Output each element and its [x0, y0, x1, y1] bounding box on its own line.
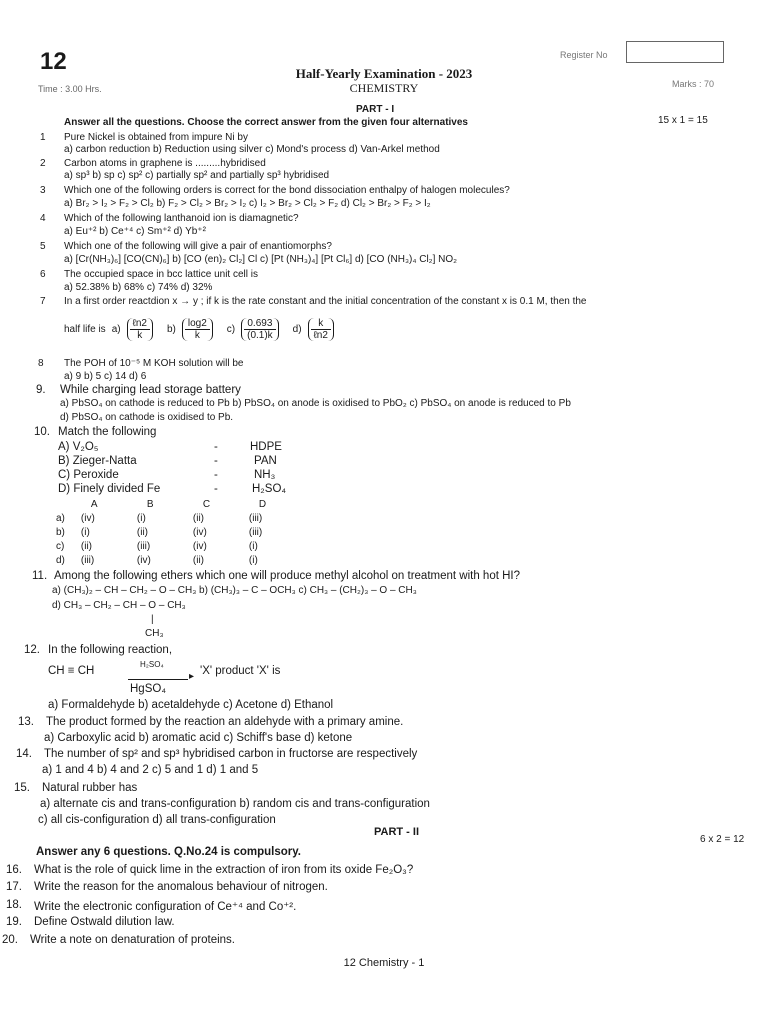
question-text: In the following reaction,	[48, 644, 173, 656]
match-cell: d)	[56, 554, 65, 566]
question-options: d) CH₃ – CH₂ – CH – O – CH₃	[52, 600, 186, 611]
question-options: a) Carboxylic acid b) aromatic acid c) Schiff's base d) ketone	[44, 732, 353, 744]
match-col-header: C	[202, 498, 211, 510]
match-row	[48, 511, 297, 525]
question-number: 1	[40, 132, 46, 143]
question-number: 19.	[6, 916, 22, 928]
question-number: 2	[40, 158, 46, 169]
question-options: d) PbSO₄ on cathode is oxidised to Pb.	[60, 412, 234, 423]
question-number: 11.	[32, 570, 48, 582]
question-number: 7	[40, 296, 46, 307]
match-cell: (iii)	[80, 554, 95, 566]
option-c-numerator: 0.693	[244, 318, 276, 330]
question-options: a) Formaldehyde b) acetaldehyde c) Acetone d) Ethanol	[48, 699, 334, 711]
register-number-box	[626, 41, 724, 63]
question-options: a) Eu⁺² b) Ce⁺⁴ c) Sm⁺² d) Yb⁺²	[64, 226, 206, 237]
question-number: 8	[38, 358, 44, 369]
option-b-label: b)	[166, 324, 176, 335]
question-options: a) Br₂ > I₂ > F₂ > Cl₂ b) F₂ > Cl₂ > Br₂ > I₂ c) I₂ > Br₂ > Cl₂ > F₂ d) Cl₂ > Br₂ > F₂ > I₂	[64, 198, 431, 209]
half-life-options	[64, 318, 334, 341]
part2-instruction: Answer any 6 questions. Q.No.24 is compulsory.	[36, 846, 301, 858]
part2-score: 6 x 2 = 12	[700, 834, 745, 845]
question-options: a) (CH₃)₂ – CH – CH₂ – O – CH₃ b) (CH₃)₃ – C – OCH₃ c) CH₃ – (CH₂)₃ – O – CH₃	[52, 585, 417, 596]
question-number: 13.	[18, 716, 34, 728]
question-number: 10.	[34, 426, 50, 438]
question-options: c) all cis-configuration d) all trans-configuration	[38, 814, 276, 826]
reaction-reagent-above: H₂SO₄	[140, 660, 164, 669]
marks-label: Marks : 70	[672, 79, 715, 89]
match-dash: -	[214, 455, 218, 467]
match-dash: -	[214, 469, 218, 481]
exam-title: Half-Yearly Examination - 2023	[295, 66, 473, 81]
match-col-header: A	[90, 498, 98, 510]
question-text: Which one of the following orders is correct for the bond dissociation enthalpy of halogen molecules?	[64, 185, 510, 196]
match-left-item: C) Peroxide	[58, 469, 119, 481]
part1-instruction: Answer all the questions. Choose the correct answer from the given four alternatives	[64, 117, 468, 128]
part1-heading: PART - I	[356, 104, 395, 115]
option-c-label: c)	[226, 324, 236, 335]
option-a-denominator: k	[137, 330, 143, 341]
match-cell: (ii)	[136, 526, 149, 538]
question-text: Write a note on denaturation of proteins.	[30, 934, 236, 946]
option-b-numerator: log2	[185, 318, 210, 330]
question-number: 3	[40, 185, 46, 196]
match-right-item: HDPE	[250, 441, 282, 453]
question-options: a) 9 b) 5 c) 14 d) 6	[64, 371, 147, 382]
question-options: a) carbon reduction b) Reduction using silver c) Mond's process d) Van-Arkel method	[64, 144, 440, 155]
match-cell: (i)	[248, 554, 258, 566]
option-c-fraction	[241, 318, 279, 341]
reaction-reactant: CH ≡ CH	[48, 665, 95, 677]
question-text: Carbon atoms in graphene is .........hybridised	[64, 158, 266, 169]
match-cell: (iii)	[248, 526, 263, 538]
question-number: 12.	[24, 644, 40, 656]
question-number: 20.	[2, 934, 18, 946]
part2-heading: PART - II	[374, 826, 420, 838]
question-text: Which of the following lanthanoid ion is diamagnetic?	[64, 213, 299, 224]
question-text: Write the electronic configuration of Ce⁺⁴ and Co⁺².	[34, 901, 297, 913]
match-cell: (iv)	[136, 554, 151, 566]
match-dash: -	[214, 441, 218, 453]
match-cell: c)	[56, 540, 65, 552]
question-number: 18.	[6, 899, 22, 911]
question-number: 16.	[6, 864, 22, 876]
match-cell: (iv)	[80, 512, 95, 524]
question-text: The POH of 10⁻⁵ M KOH solution will be	[64, 358, 244, 369]
option-a-fraction	[127, 318, 153, 341]
question-text: Among the following ethers which one will produce methyl alcohol on treatment with hot HI?	[54, 570, 520, 582]
option-d-fraction	[308, 318, 334, 341]
grade-label: 12	[40, 48, 67, 75]
question-options: a) PbSO₄ on cathode is reduced to Pb b) PbSO₄ on anode is oxidised to PbO₂ c) PbSO₄ on anode is reduced to Pb	[60, 398, 571, 409]
match-right-item: PAN	[254, 455, 277, 467]
question-text: What is the role of quick lime in the extraction of iron from its oxide Fe₂O₃?	[34, 864, 414, 876]
question-number: 5	[40, 241, 46, 252]
question-number: 6	[40, 269, 46, 280]
option-a-label: a)	[111, 324, 121, 335]
match-dash: -	[214, 483, 218, 495]
match-left-item: B) Zieger-Natta	[58, 455, 137, 467]
reaction-product: 'X' product 'X' is	[200, 665, 281, 677]
match-row	[48, 553, 297, 567]
match-cell: (ii)	[192, 512, 205, 524]
question-options: a) [Cr(NH₃)₆] [CO(CN)₆] b) [CO (en)₂ Cl₂] Cl c) [Pt (NH₃)₄] [Pt Cl₆] d) [CO (NH₃)₄ Cl₂] NO₂	[64, 254, 458, 265]
branch-bond: |	[151, 614, 154, 625]
match-cell: (iii)	[136, 540, 151, 552]
time-label: Time : 3.00 Hrs.	[38, 84, 102, 94]
question-text: The number of sp² and sp³ hybridised carbon in fructorse are respectively	[44, 748, 418, 760]
match-header-row	[48, 497, 297, 511]
match-left-item: D) Finely divided Fe	[58, 483, 161, 495]
question-number: 4	[40, 213, 46, 224]
reaction-reagent-below: HgSO₄	[130, 683, 167, 695]
part1-score: 15 x 1 = 15	[658, 115, 708, 126]
match-cell: (i)	[80, 526, 90, 538]
question-text: The occupied space in bcc lattice unit cell is	[64, 269, 258, 280]
question-number: 17.	[6, 881, 22, 893]
match-col-header: B	[146, 498, 154, 510]
question-text: In a first order reactdion x → y ; if k is the rate constant and the initial concentration of the constant x is 0.1 M, then the	[64, 296, 587, 307]
option-d-numerator: k	[311, 318, 331, 330]
match-right-item: NH₃	[254, 469, 276, 481]
question-text: Match the following	[58, 426, 157, 438]
question-text: Write the reason for the anomalous behaviour of nitrogen.	[34, 881, 328, 893]
question-options: a) sp³ b) sp c) sp² c) partially sp² and partially sp³ hybridised	[64, 170, 330, 181]
half-life-lead: half life is	[64, 324, 106, 335]
match-cell: (iii)	[248, 512, 263, 524]
match-answer-table	[48, 497, 297, 567]
question-options: a) 1 and 4 b) 4 and 2 c) 5 and 1 d) 1 and 5	[42, 764, 259, 776]
match-cell: a)	[56, 512, 65, 524]
branch-methyl: CH₃	[145, 628, 164, 639]
question-number: 14.	[16, 748, 32, 760]
match-row	[48, 525, 297, 539]
option-d-denominator: ℓn2	[313, 330, 328, 341]
match-cell: (ii)	[80, 540, 93, 552]
match-cell: (i)	[136, 512, 146, 524]
match-cell: (i)	[248, 540, 258, 552]
question-text: Define Ostwald dilution law.	[34, 916, 175, 928]
match-left-item: A) V₂O₅	[58, 441, 99, 453]
option-c-denominator: (0.1)k	[247, 330, 273, 341]
match-cell: (iv)	[192, 526, 207, 538]
match-cell: (ii)	[192, 554, 205, 566]
match-cell: b)	[56, 526, 65, 538]
match-row	[48, 539, 297, 553]
page-footer: 12 Chemistry - 1	[343, 957, 425, 969]
subject-title: CHEMISTRY	[349, 81, 419, 95]
question-text: Natural rubber has	[42, 782, 138, 794]
question-options: a) 52.38% b) 68% c) 74% d) 32%	[64, 282, 213, 293]
question-number: 15.	[14, 782, 30, 794]
match-col-header: D	[258, 498, 267, 510]
register-label: Register No	[560, 50, 608, 60]
question-text: The product formed by the reaction an aldehyde with a primary amine.	[46, 716, 404, 728]
question-text: Which one of the following will give a pair of enantiomorphs?	[64, 241, 332, 252]
option-d-label: d)	[292, 324, 302, 335]
question-text: While charging lead storage battery	[60, 384, 241, 396]
match-right-item: H₂SO₄	[252, 483, 287, 495]
question-text: Pure Nickel is obtained from impure Ni by	[64, 132, 248, 143]
question-number: 9.	[36, 384, 46, 396]
question-options: a) alternate cis and trans-configuration b) random cis and trans-configuration	[40, 798, 430, 810]
match-cell: (iv)	[192, 540, 207, 552]
option-a-numerator: ℓn2	[130, 318, 150, 330]
option-b-fraction	[182, 318, 213, 341]
option-b-denominator: k	[194, 330, 200, 341]
